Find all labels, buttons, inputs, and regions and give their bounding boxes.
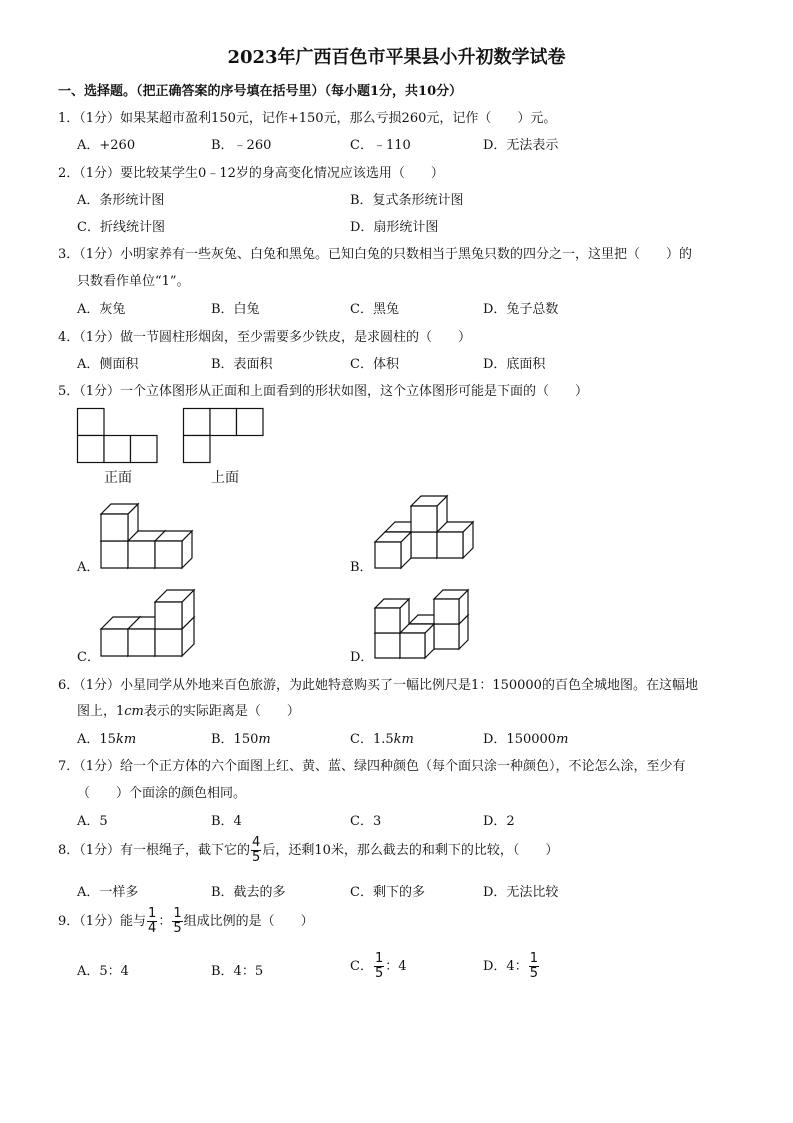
q6-unit: cm	[124, 704, 144, 719]
q3-option-c[interactable]: C．黑兔	[350, 302, 399, 317]
page-title: 2023年广西百色市平果县小升初数学试卷	[227, 47, 566, 68]
question-1: 1．（1分）如果某超市盈利150元，记作+150元，那么亏损260元，记作（ ）元。	[58, 111, 557, 126]
q5-option-b-figure[interactable]	[373, 490, 483, 572]
q9-option-c[interactable]	[350, 952, 407, 981]
q2-option-b[interactable]: B．复式条形统计图	[350, 193, 464, 208]
question-6-line-1: 6．（1分）小星同学从外地来百色旅游，为此她特意购买了一幅比例尺是1：150000的百色全城地图。在这幅地	[58, 678, 698, 693]
cube	[155, 590, 194, 629]
cube	[155, 531, 192, 568]
question-3-line-1: 3．（1分）小明家养有一些灰兔、白兔和黑兔。已知白兔的只数相当于黑兔只数的四分之一，这里把（ ）的	[58, 247, 693, 262]
q9-option-a[interactable]: A．5：4	[77, 964, 129, 979]
question-5: 5．（1分）一个立体图形从正面和上面看到的形状如图，这个立体图形可能是下面的（ ）	[58, 384, 589, 399]
q5-option-d[interactable]: D．	[350, 650, 374, 665]
q9-c-den: 5	[374, 966, 384, 981]
cube	[101, 504, 138, 541]
q9-fraction-1	[147, 907, 157, 936]
q5-option-c[interactable]: C．	[77, 650, 100, 665]
q9-d-num: 1	[529, 951, 538, 966]
q9-colon: ：	[158, 914, 172, 929]
q8-option-b[interactable]: B．截去的多	[211, 885, 286, 900]
cube	[400, 624, 434, 658]
q6-c-unit: km	[393, 732, 414, 747]
q5-option-d-figure[interactable]	[373, 590, 483, 662]
q8-option-d[interactable]: D．无法比较	[483, 885, 559, 900]
front-view-figure	[77, 408, 159, 464]
question-6-line-2	[77, 700, 300, 719]
cube	[434, 590, 468, 624]
q9-f1-num: 1	[148, 906, 157, 921]
q6-option-a[interactable]	[77, 728, 136, 747]
top-view-label: 上面	[211, 470, 239, 486]
q5-option-b[interactable]: B．	[350, 560, 373, 575]
q8-option-a[interactable]: A．一样多	[77, 885, 139, 900]
q3-option-d[interactable]: D．兔子总数	[483, 302, 559, 317]
q9-text-pre: 9．（1分）能与	[58, 914, 147, 929]
q4-option-b[interactable]: B．表面积	[211, 357, 273, 372]
q9-c-pre: C．	[350, 959, 373, 974]
q1-option-d[interactable]: D．无法表示	[483, 138, 559, 153]
q7-option-c[interactable]: C．3	[350, 814, 382, 829]
top-view-figure	[183, 408, 265, 464]
q7-option-a[interactable]: A．5	[77, 814, 108, 829]
question-7-line-2: （ ）个面涂的颜色相同。	[77, 786, 247, 801]
q9-option-b[interactable]: B．4：5	[211, 964, 264, 979]
q6-d-num: D．150000	[483, 732, 557, 747]
q3-option-a[interactable]: A．灰兔	[77, 302, 126, 317]
front-view-label: 正面	[104, 470, 132, 486]
q8-frac-num: 4	[252, 835, 261, 850]
q8-fraction	[251, 836, 261, 865]
question-2: 2．（1分）要比较某学生0﹣12岁的身高变化情况应该选用（ ）	[58, 166, 444, 181]
q9-c-num: 1	[374, 951, 384, 966]
q8-text-pre: 8．（1分）有一根绳子，截下它的	[58, 843, 251, 858]
q9-f1-den: 4	[148, 921, 157, 936]
q4-option-d[interactable]: D．底面积	[483, 357, 546, 372]
q2-option-d[interactable]: D．扇形统计图	[350, 220, 439, 235]
q9-f2-num: 1	[173, 906, 182, 921]
q6-text-post: 表示的实际距离是（ ）	[143, 704, 300, 719]
q9-option-d[interactable]	[483, 952, 540, 981]
section-heading: 一、选择题。（把正确答案的序号填在括号里）（每小题1分，共10分）	[58, 84, 463, 99]
cube	[375, 532, 411, 568]
q9-fraction-2	[172, 907, 182, 936]
question-7-line-1: 7．（1分）给一个正方体的六个面图上红、黄、蓝、绿四种颜色（每个面只涂一种颜色），不论怎么涂，至少有	[58, 759, 686, 774]
q8-frac-den: 5	[252, 850, 261, 865]
q9-f2-den: 5	[173, 921, 182, 936]
cube	[375, 599, 409, 633]
question-9	[58, 907, 314, 936]
q6-text-pre: 图上，1	[77, 704, 125, 719]
q9-d-pre: D．4：	[483, 959, 528, 974]
q1-option-c[interactable]: C．﹣110	[350, 138, 411, 153]
q6-c-num: C．1.5	[350, 732, 394, 747]
q6-option-b[interactable]	[211, 728, 271, 747]
q9-d-den: 5	[529, 966, 538, 981]
q3-option-b[interactable]: B．白兔	[211, 302, 260, 317]
q1-option-a[interactable]: A．+260	[77, 138, 136, 153]
q9-d-fraction	[529, 952, 539, 981]
q6-a-num: A．15	[77, 732, 116, 747]
q6-b-unit: m	[258, 732, 271, 747]
cube	[411, 496, 447, 532]
q4-option-c[interactable]: C．体积	[350, 357, 399, 372]
q6-a-unit: km	[115, 732, 137, 747]
question-8	[58, 836, 558, 865]
q6-option-d[interactable]	[483, 728, 568, 747]
q8-option-c[interactable]: C．剩下的多	[350, 885, 425, 900]
question-3-line-2: 只数看作单位“1”。	[77, 274, 190, 289]
q6-d-unit: m	[556, 732, 569, 747]
q9-c-post: ：4	[385, 959, 407, 974]
q9-c-fraction	[374, 952, 384, 981]
q9-text-post: 组成比例的是（ ）	[183, 914, 314, 929]
q1-option-b[interactable]: B．﹣260	[211, 138, 272, 153]
q2-option-c[interactable]: C．折线统计图	[77, 220, 165, 235]
q5-option-a[interactable]: A．	[77, 560, 100, 575]
q4-option-a[interactable]: A．侧面积	[77, 357, 139, 372]
q6-b-num: B．150	[211, 732, 259, 747]
q5-option-c-figure[interactable]	[99, 582, 209, 660]
q8-text-post: 后，还剩10米，那么截去的和剩下的比较，（ ）	[262, 843, 559, 858]
q6-option-c[interactable]	[350, 728, 414, 747]
q7-option-b[interactable]: B．4	[211, 814, 242, 829]
q5-option-a-figure[interactable]	[99, 500, 199, 572]
question-4: 4．（1分）做一节圆柱形烟囱，至少需要多少铁皮，是求圆柱的（ ）	[58, 330, 472, 345]
q7-option-d[interactable]: D．2	[483, 814, 515, 829]
q2-option-a[interactable]: A．条形统计图	[77, 193, 165, 208]
